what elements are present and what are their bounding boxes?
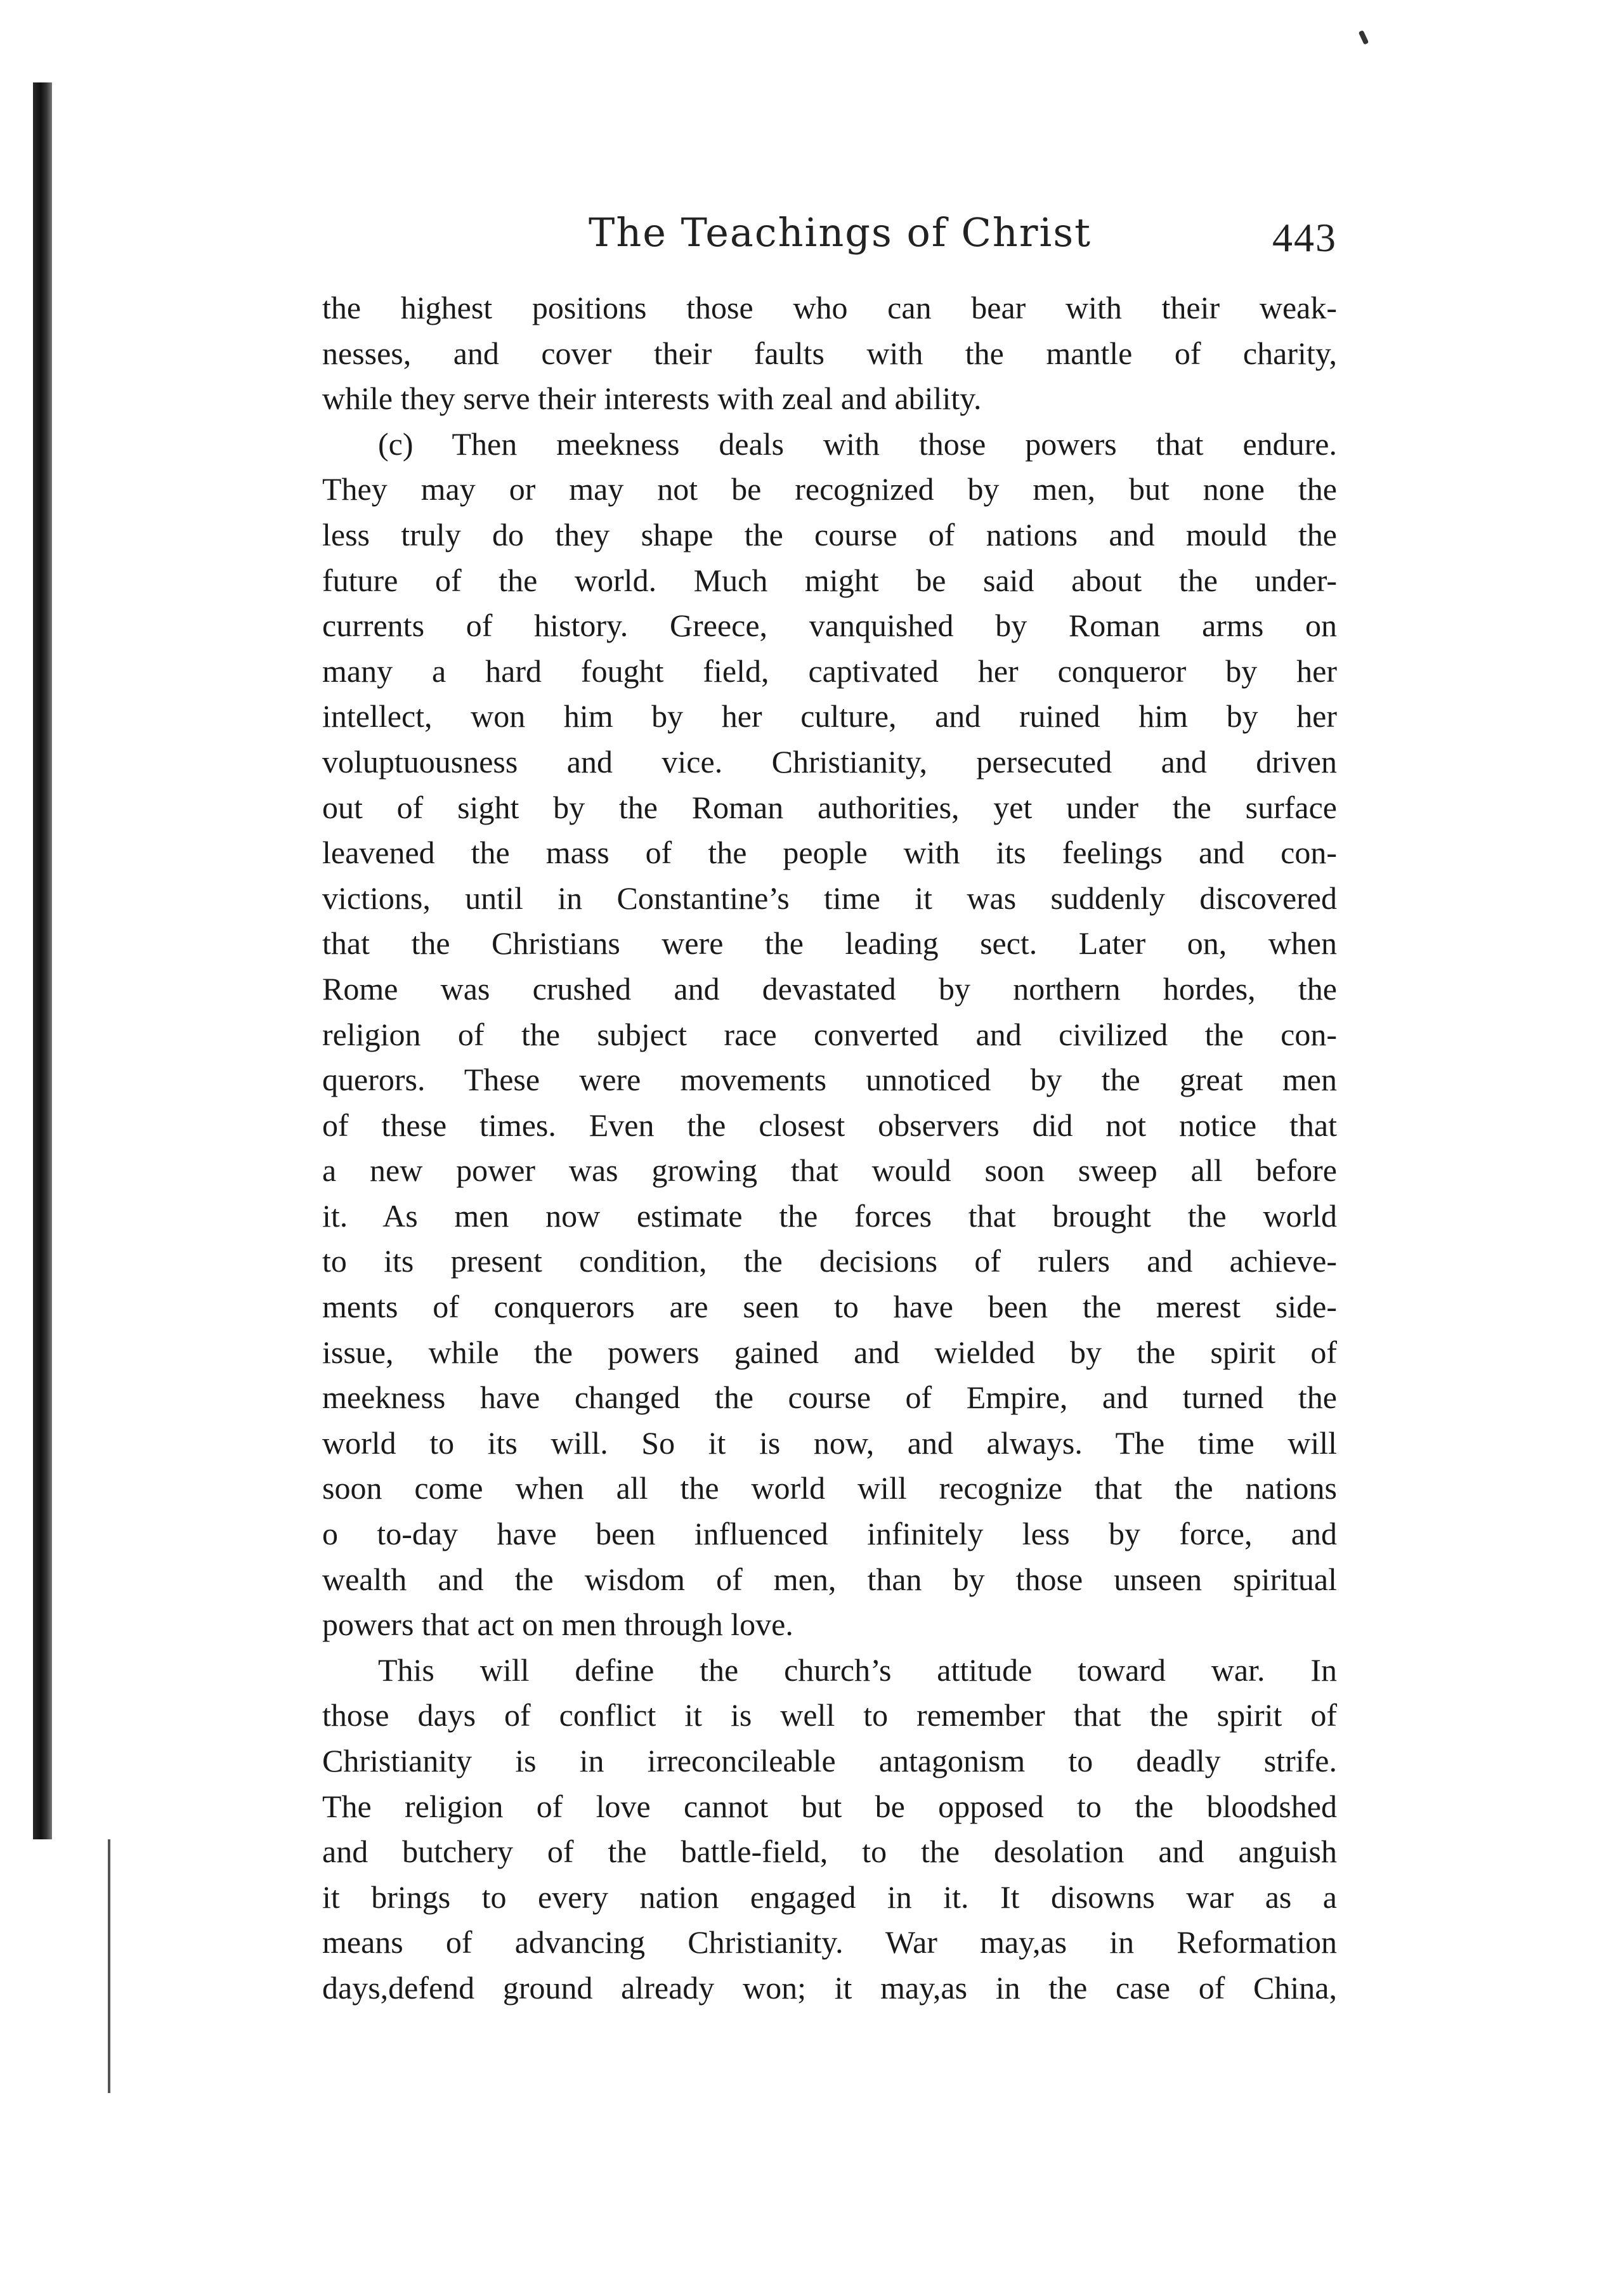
text-line: victions, until in Constantine’s time it was suddenly discovered (322, 880, 1337, 916)
text-line: of these times. Even the closest observers did not notice that (322, 1107, 1337, 1143)
text-line: means of advancing Christianity. War may,as in Reformation (322, 1924, 1337, 1960)
text-line: querors. These were movements unnoticed by the great men (322, 1062, 1337, 1098)
text-line: the highest positions those who can bear with their weak- (322, 290, 1337, 325)
text-line: powers that act on men through love. (322, 1607, 793, 1643)
running-title: The Teachings of Christ (589, 209, 1092, 256)
text-line: it brings to every nation engaged in it. It disowns war as a (322, 1879, 1337, 1915)
body-text (322, 285, 1337, 2011)
text-line: ments of conquerors are seen to have been the merest side- (322, 1289, 1337, 1325)
text-line: less truly do they shape the course of nations and mould the (322, 516, 1337, 552)
text-line: that the Christians were the leading sect. Later on, when (322, 925, 1337, 962)
text-line: it. As men now estimate the forces that brought the world (322, 1197, 1337, 1234)
text-line: religion of the subject race converted and civilized the con- (322, 1016, 1337, 1052)
text-line: The religion of love cannot but be opposed to the bloodshed (322, 1788, 1337, 1824)
text-line: a new power was growing that would soon sweep all before (322, 1152, 1337, 1189)
text-line: o to-day have been influenced infinitely less by force, and (322, 1516, 1337, 1552)
text-line: soon come when all the world will recognize that the nations (322, 1470, 1337, 1506)
text-line: many a hard fought field, captivated her conqueror by her (322, 653, 1337, 689)
text-line: future of the world. Much might be said about the under- (322, 562, 1337, 598)
text-line: wealth and the wisdom of men, than by those unseen spiritual (322, 1561, 1337, 1597)
binding-edge-line (108, 1839, 110, 2093)
text-line: nesses, and cover their faults with the mantle of charity, (322, 335, 1337, 371)
page-number: 443 (1272, 215, 1337, 260)
text-line: leavened the mass of the people with its feelings and con- (322, 835, 1337, 871)
text-line: to its present condition, the decisions of rulers and achieve- (322, 1243, 1337, 1279)
text-line: This will define the church’s attitude toward war. In (378, 1652, 1337, 1688)
text-line: meekness have changed the course of Empire, and turned the (322, 1380, 1337, 1416)
text-line: and butchery of the battle-field, to the desolation and anguish (322, 1834, 1337, 1870)
text-line: days,defend ground already won; it may,as in the case of China, (322, 1969, 1337, 2006)
text-line: Christianity is in irreconcileable antagonism to deadly strife. (322, 1743, 1337, 1778)
binding-shadow (33, 82, 52, 1839)
text-line: out of sight by the Roman authorities, yet under the surface (322, 789, 1337, 825)
text-line: world to its will. So it is now, and always. The time will (322, 1425, 1337, 1461)
text-line: while they serve their interests with zeal and ability. (322, 381, 982, 417)
running-head (589, 209, 1337, 273)
text-line: currents of history. Greece, vanquished by Roman arms on (322, 608, 1337, 644)
text-line: intellect, won him by her culture, and ruined him by her (322, 698, 1337, 734)
text-line: Rome was crushed and devastated by northern hordes, the (322, 970, 1337, 1007)
scan-speck (1359, 30, 1369, 44)
text-line: those days of conflict it is well to remember that the spirit of (322, 1697, 1337, 1733)
text-line: They may or may not be recognized by men, but none the (322, 471, 1337, 507)
text-line: voluptuousness and vice. Christianity, persecuted and driven (322, 743, 1337, 779)
text-line: (c) Then meekness deals with those powers that endure. (378, 426, 1337, 462)
text-line: issue, while the powers gained and wielded by the spirit of (322, 1334, 1337, 1370)
